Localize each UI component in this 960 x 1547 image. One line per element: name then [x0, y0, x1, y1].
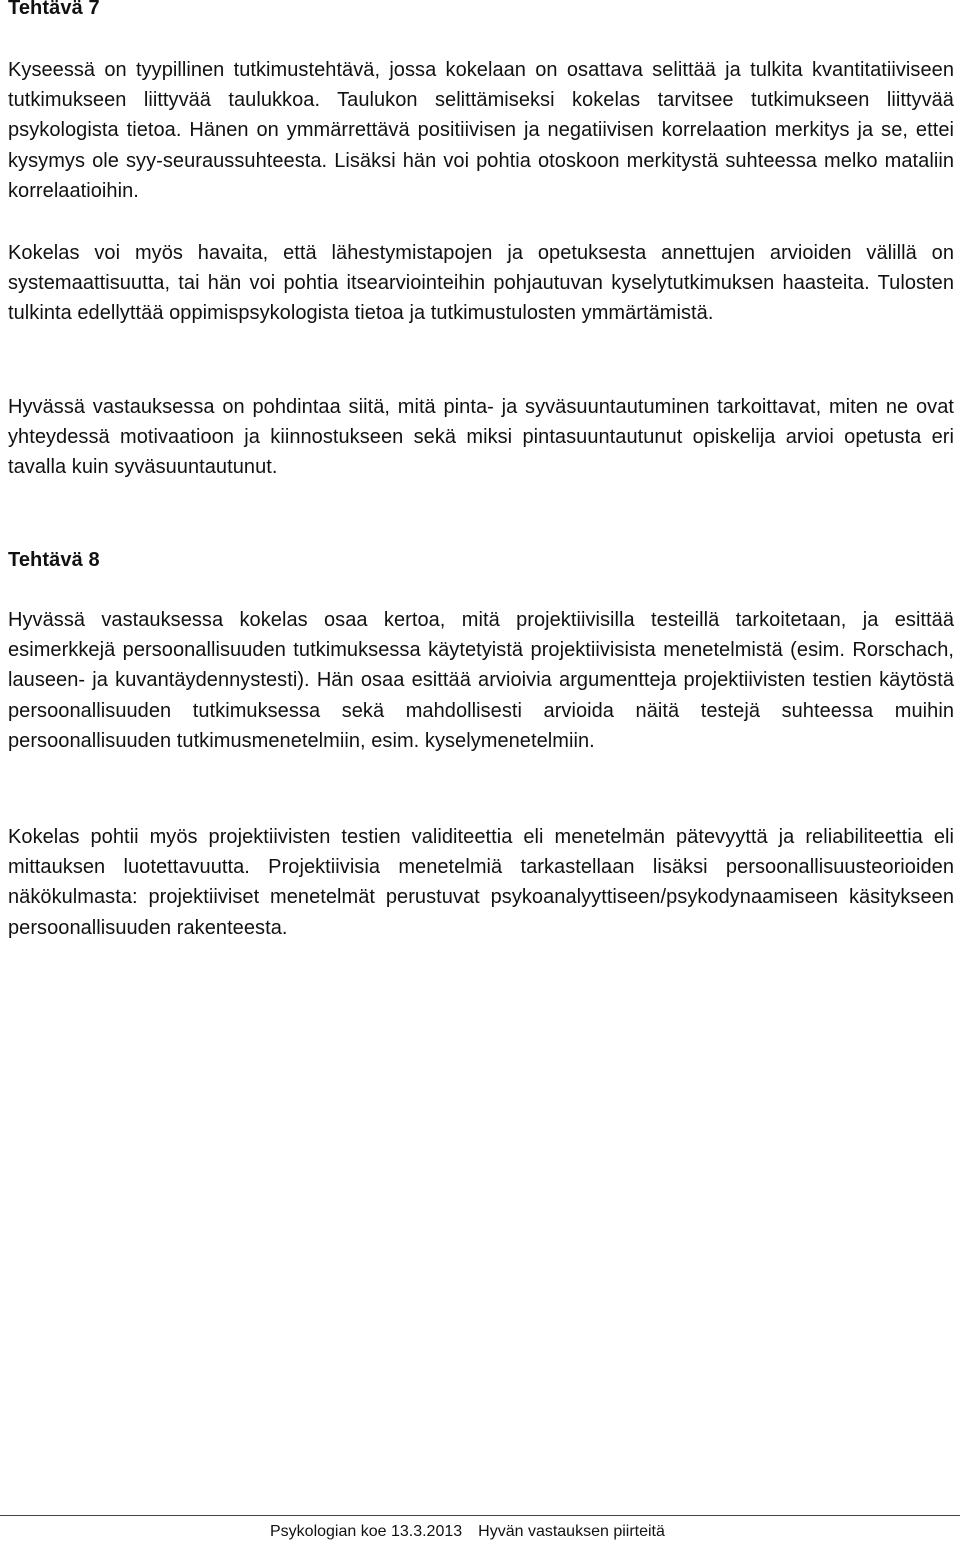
footer-exam-label: Psykologian koe 13.3.2013 — [270, 1523, 463, 1540]
paragraph: Hyvässä vastauksessa on pohdintaa siitä, mitä pinta- ja syväsuuntautuminen tarkoittavat, miten ne ovat yhteydessä motivaatioon ja kiinnostukseen sekä miksi pintasuuntautunut opiskelija arvioi opetusta eri tavalla kuin syväsuuntautunut. — [8, 396, 954, 479]
paragraph: Hyvässä vastauksessa kokelas osaa kertoa, mitä projektiivisilla testeillä tarkoitetaan, ja esittää esimerkkejä persoonallisuuden tutkimuksessa käytetyistä projektiivisista menetelmistä (esim. Rorschach, lauseen- ja kuvantäydennystesti). Hän osaa esittää arvioivia argumentteja projektiivisten testien käytöstä persoonallisuuden tutkimuksessa sekä mahdollisesti arvioida näitä testejä suhteessa muihin persoonallisuuden tutkimusmenetelmiin, esim. kyselymenetelmiin. — [8, 609, 954, 752]
footer-document-label: Hyvän vastauksen piirteitä — [478, 1523, 665, 1540]
paragraph: Kokelas voi myös havaita, että lähestymistapojen ja opetuksesta annettujen arvioiden välillä on systemaattisuutta, tai hän voi pohtia itsearviointeihin pohjautuvan kyselytutkimuksen haasteita. Tulosten tulkinta edellyttää oppimispsykologista tietoa ja tutkimustulosten ymmärtämistä. — [8, 242, 954, 325]
page-footer — [270, 1522, 665, 1542]
paragraph: Kyseessä on tyypillinen tutkimustehtävä, jossa kokelaan on osattava selittää ja tulkita kvantitatiiviseen tutkimukseen liittyvää taulukkoa. Taulukon selittämiseksi kokelas tarvitsee tutkimukseen liittyvää psykologista tietoa. Hänen on ymmärrettävä positiivisen ja negatiivisen korrelaation merkitys ja se, ettei kysymys ole syy-seuraussuhteesta. Lisäksi hän voi pohtia otoskoon merkitystä suhteessa melko mataliin korrelaatioihin. — [8, 59, 954, 202]
paragraph: Kokelas pohtii myös projektiivisten testien validiteettia eli menetelmän pätevyyttä ja reliabiliteettia eli mittauksen luotettavuutta. Projektiivisia menetelmiä tarkastellaan lisäksi persoonallisuusteorioiden näkökulmasta: projektiiviset menetelmät perustuvat psykoanalyyttiseen/psykodynaamiseen käsitykseen persoonallisuuden rakenteesta. — [8, 826, 954, 939]
section-title-tehtava-7: Tehtävä 7 — [8, 0, 100, 19]
footer-divider — [0, 1515, 960, 1516]
section-title-tehtava-8: Tehtävä 8 — [8, 549, 100, 571]
